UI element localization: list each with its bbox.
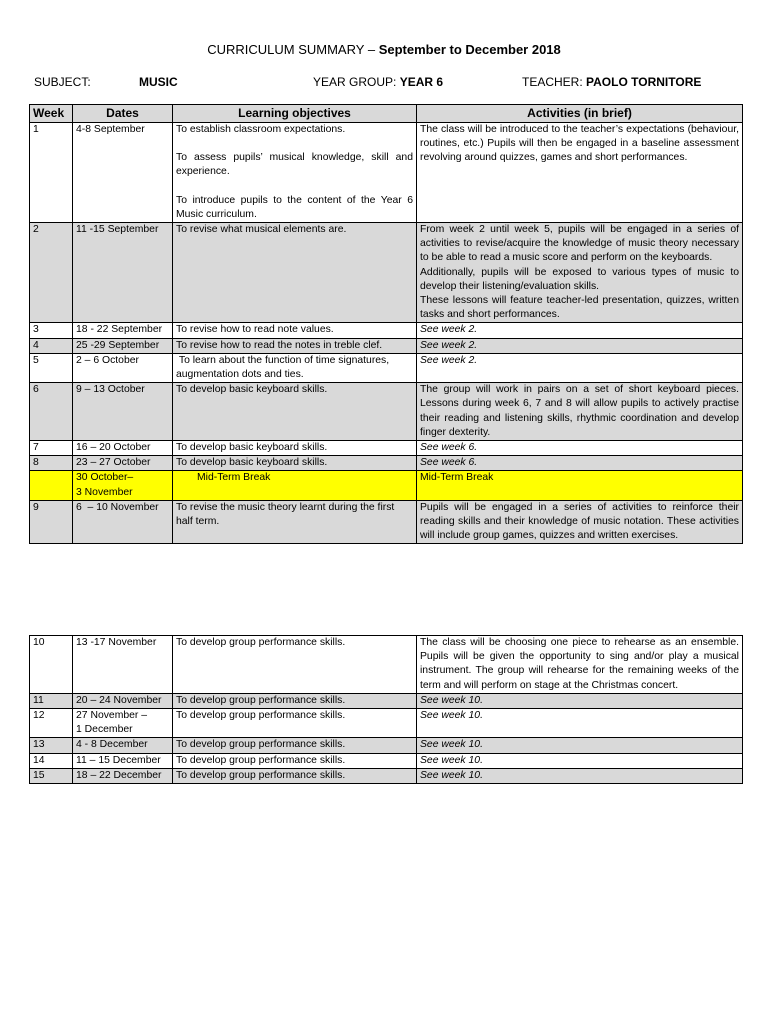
- dates-cell: 20 – 24 November: [73, 693, 173, 708]
- objectives-cell: To develop group performance skills.: [173, 753, 417, 768]
- week-cell: 13: [30, 738, 73, 753]
- objectives-cell: To develop group performance skills.: [173, 709, 417, 738]
- activities-cell: From week 2 until week 5, pupils will be engaged in a series of activities to revise/acquire the knowledge of music theory necessary to be able to read a music score and perform on the keyboards. Additionally, pupils will be exposed to various types of music to develop their listening/evaluation skills. These lessons will feature teacher-led presentation, quizzes, written tasks and short performances.: [417, 223, 743, 323]
- table-row: [30, 353, 743, 382]
- dates-cell: 4 - 8 December: [73, 738, 173, 753]
- table-row: [30, 693, 743, 708]
- table-row: [30, 223, 743, 323]
- objectives-cell: To revise what musical elements are.: [173, 223, 417, 323]
- week-cell: 8: [30, 456, 73, 471]
- week-cell: [30, 471, 73, 500]
- dates-cell: 4-8 September: [73, 123, 173, 223]
- header-dates: Dates: [73, 105, 173, 123]
- objectives-cell: To revise the music theory learnt during the first half term.: [173, 500, 417, 544]
- activities-cell: See week 2.: [417, 353, 743, 382]
- week-cell: 5: [30, 353, 73, 382]
- year-group: YEAR GROUP: YEAR 6: [313, 75, 444, 89]
- teacher: TEACHER: PAOLO TORNITORE: [522, 75, 702, 89]
- objectives-cell: To develop group performance skills.: [173, 768, 417, 783]
- title-period: September to December 2018: [378, 42, 561, 57]
- dates-cell: 11 – 15 December: [73, 753, 173, 768]
- objectives-cell: To revise how to read note values.: [173, 323, 417, 338]
- table-row: [30, 123, 743, 223]
- activities-cell: See week 10.: [417, 693, 743, 708]
- table-row: [30, 709, 743, 738]
- week-cell: 7: [30, 441, 73, 456]
- dates-cell: 6 – 10 November: [73, 500, 173, 544]
- activities-cell: Pupils will be engaged in a series of activities to reinforce their reading skills and their knowledge of music notation. These activities will include group games, quizzes and written exercises.: [417, 500, 743, 544]
- activities-cell: The class will be choosing one piece to rehearse as an ensemble. Pupils will be given the opportunity to sing and/or play a musical instrument. The group will rehearse for the remaining weeks of the term and will perform on stage at the Christmas concert.: [417, 636, 743, 694]
- table-row: [30, 500, 743, 544]
- table-header-row: [30, 105, 743, 123]
- week-cell: 12: [30, 709, 73, 738]
- mid-term-break-row: [30, 471, 743, 500]
- subject-value: MUSIC: [139, 75, 178, 89]
- subject-label: SUBJECT:: [34, 75, 91, 89]
- dates-cell: 2 – 6 October: [73, 353, 173, 382]
- week-cell: 3: [30, 323, 73, 338]
- activities-cell: See week 2.: [417, 338, 743, 353]
- week-cell: 10: [30, 636, 73, 694]
- table-row: [30, 768, 743, 783]
- header-activities: Activities (in brief): [417, 105, 743, 123]
- objectives-cell: To develop basic keyboard skills.: [173, 441, 417, 456]
- table-row: [30, 456, 743, 471]
- activities-cell: The class will be introduced to the teacher’s expectations (behaviour, routines, etc.) Pupils will then be engaged in a baseline assessment revolving around quizzes, games and short performances.: [417, 123, 743, 223]
- objectives-cell: To develop group performance skills.: [173, 738, 417, 753]
- week-cell: 2: [30, 223, 73, 323]
- activities-cell: See week 10.: [417, 753, 743, 768]
- curriculum-table-1: [29, 104, 743, 544]
- week-cell: 14: [30, 753, 73, 768]
- week-cell: 15: [30, 768, 73, 783]
- table-row: [30, 738, 743, 753]
- activities-cell: See week 10.: [417, 768, 743, 783]
- objectives-cell: To revise how to read the notes in treble clef.: [173, 338, 417, 353]
- table-row: [30, 441, 743, 456]
- dates-cell: 13 -17 November: [73, 636, 173, 694]
- dates-cell: 30 October– 3 November: [73, 471, 173, 500]
- objectives-cell: To learn about the function of time signatures, augmentation dots and ties.: [173, 353, 417, 382]
- table-row: [30, 636, 743, 694]
- dates-cell: 11 -15 September: [73, 223, 173, 323]
- week-cell: 11: [30, 693, 73, 708]
- week-cell: 9: [30, 500, 73, 544]
- table-row: [30, 753, 743, 768]
- header-objectives: Learning objectives: [173, 105, 417, 123]
- curriculum-table-2: [29, 635, 743, 784]
- objectives-cell: To develop basic keyboard skills.: [173, 383, 417, 441]
- objectives-cell: To establish classroom expectations. To assess pupils’ musical knowledge, skill and experience. To introduce pupils to the content of the Year 6 Music curriculum.: [173, 123, 417, 223]
- dates-cell: 9 – 13 October: [73, 383, 173, 441]
- dates-cell: 18 - 22 September: [73, 323, 173, 338]
- activities-cell: See week 2.: [417, 323, 743, 338]
- dates-cell: 27 November – 1 December: [73, 709, 173, 738]
- objectives-cell: Mid-Term Break: [173, 471, 417, 500]
- week-cell: 1: [30, 123, 73, 223]
- activities-cell: See week 10.: [417, 738, 743, 753]
- table-row: [30, 338, 743, 353]
- activities-cell: Mid-Term Break: [417, 471, 743, 500]
- table-row: [30, 383, 743, 441]
- dates-cell: 25 -29 September: [73, 338, 173, 353]
- dates-cell: 16 – 20 October: [73, 441, 173, 456]
- title-dash: –: [367, 42, 376, 57]
- title-prefix: CURRICULUM SUMMARY: [207, 42, 365, 57]
- activities-cell: See week 10.: [417, 709, 743, 738]
- week-cell: 4: [30, 338, 73, 353]
- header-week: Week: [30, 105, 73, 123]
- activities-cell: The group will work in pairs on a set of short keyboard pieces. Lessons during week 6, 7 and 8 will allow pupils to actively practise their reading and listening skills, rhythmic coordination and develop finger dexterity.: [417, 383, 743, 441]
- dates-cell: 23 – 27 October: [73, 456, 173, 471]
- table-row: [30, 323, 743, 338]
- dates-cell: 18 – 22 December: [73, 768, 173, 783]
- objectives-cell: To develop basic keyboard skills.: [173, 456, 417, 471]
- document-title: [0, 42, 768, 57]
- activities-cell: See week 6.: [417, 456, 743, 471]
- activities-cell: See week 6.: [417, 441, 743, 456]
- week-cell: 6: [30, 383, 73, 441]
- objectives-cell: To develop group performance skills.: [173, 636, 417, 694]
- objectives-cell: To develop group performance skills.: [173, 693, 417, 708]
